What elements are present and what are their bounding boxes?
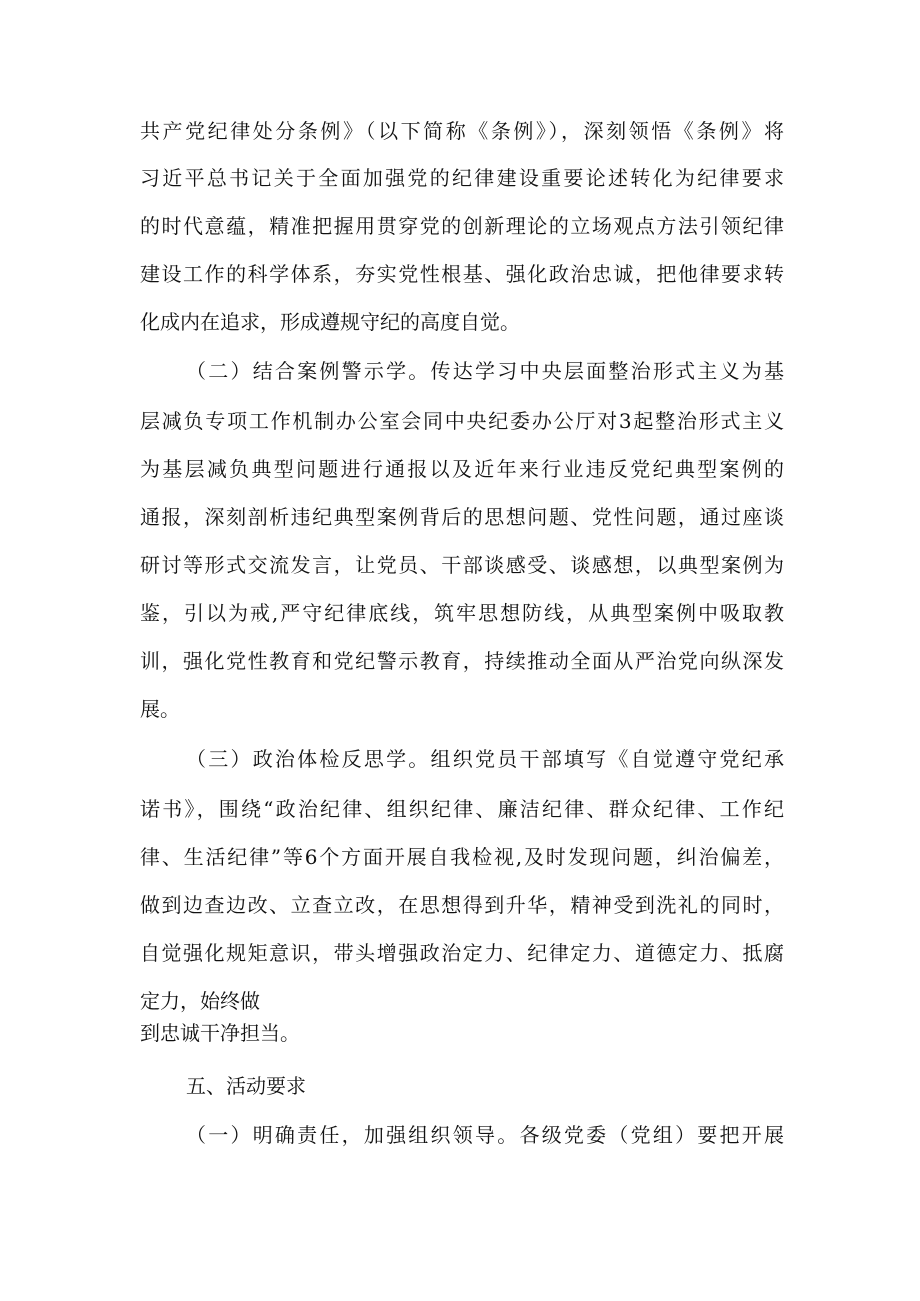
body-line: 鉴，引以为戒,严守纪律底线，筑牢思想防线，从典型案例中吸取教 bbox=[140, 601, 784, 625]
body-line: 自觉强化规矩意识，带头增强政治定力、纪律定力、道德定力、抵腐 bbox=[140, 941, 784, 965]
body-line: 到忠诚干净担当。 bbox=[140, 1021, 300, 1045]
section-heading-line: （一）明确责任，加强组织领导。各级党委（党组）要把开展 bbox=[186, 1123, 784, 1147]
body-line: 建设工作的科学体系，夯实党性根基、强化政治忠诚，把他律要求转 bbox=[140, 262, 784, 286]
body-line: 展。 bbox=[140, 697, 180, 721]
section-heading-line: （三）政治体检反思学。组织党员干部填写《自觉遵守党纪承 bbox=[186, 747, 784, 771]
section-heading-line: （二）结合案例警示学。传达学习中央层面整治形式主义为基 bbox=[186, 359, 784, 383]
body-line: 层减负专项工作机制办公室会同中央纪委办公厅对3起整治形式主义 bbox=[140, 409, 784, 433]
body-line: 训，强化党性教育和党纪警示教育，持续推动全面从严治党向纵深发 bbox=[140, 649, 784, 673]
body-line: 共产党纪律处分条例》（以下简称《条例》），深刻领悟《条例》将 bbox=[140, 119, 784, 143]
chapter-heading: 五、活动要求 bbox=[186, 1074, 306, 1098]
body-line: 律、生活纪律”等6个方面开展自我检视,及时发现问题，纠治偏差， bbox=[140, 845, 784, 869]
body-line: 通报，深刻剖析违纪典型案例背后的思想问题、党性问题，通过座谈 bbox=[140, 505, 784, 529]
body-line: 研讨等形式交流发言，让党员、干部谈感受、谈感想，以典型案例为 bbox=[140, 553, 784, 577]
body-line: 习近平总书记关于全面加强党的纪律建设重要论述转化为纪律要求 bbox=[140, 166, 784, 190]
body-line: 定力，始终做 bbox=[140, 989, 260, 1013]
body-line: 化成内在追求，形成遵规守纪的高度自觉。 bbox=[140, 310, 520, 334]
body-line: 为基层减负典型问题进行通报以及近年来行业违反党纪典型案例的 bbox=[140, 457, 784, 481]
body-line: 做到边查边改、立查立改，在思想得到升华，精神受到洗礼的同时， bbox=[140, 893, 784, 917]
body-line: 诺书》，围绕“政治纪律、组织纪律、廉洁纪律、群众纪律、工作纪 bbox=[140, 797, 784, 821]
body-line: 的时代意蕴，精准把握用贯穿党的创新理论的立场观点方法引领纪律 bbox=[140, 214, 784, 238]
